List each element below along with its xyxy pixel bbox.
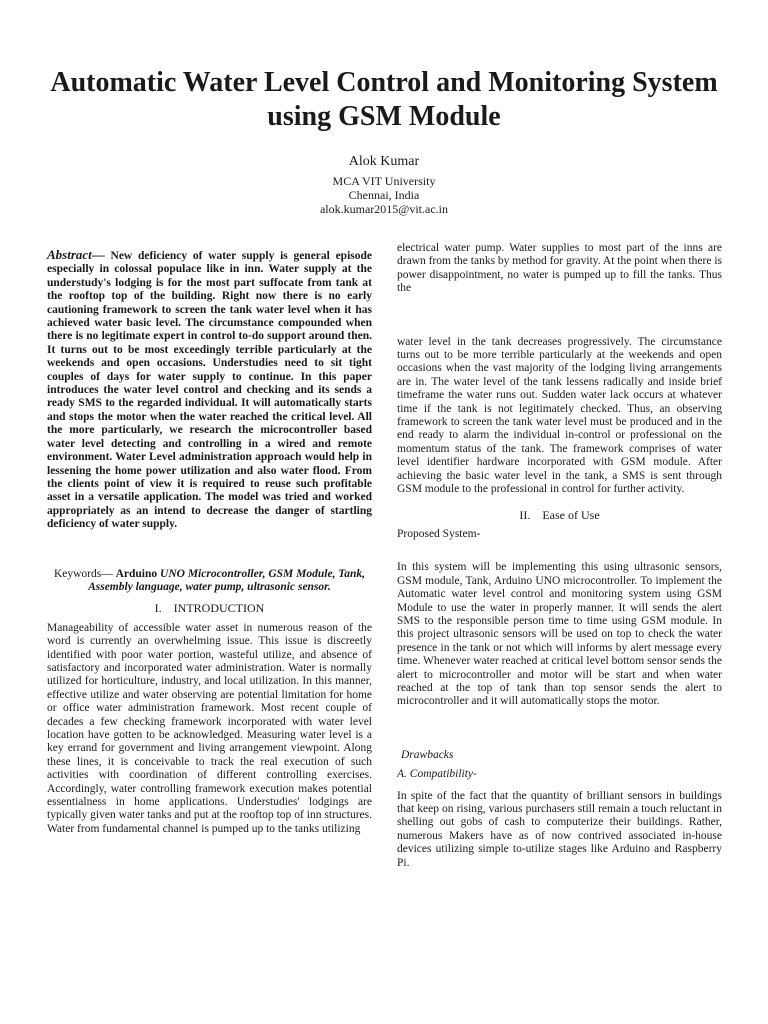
abstract: [47, 248, 372, 532]
left-column: [47, 248, 372, 836]
section-heading-ease-of-use: [397, 509, 722, 522]
right-column: [397, 242, 722, 870]
proposed-system-label: Proposed System-: [397, 527, 481, 540]
author-name: Alok Kumar: [348, 154, 420, 169]
right-para-1: electrical water pump. Water supplies to most part of the inns are drawn from the tanks by method for gravity. At the point when there is power disappointment, no water is pumped up to fill the tanks. Thus the: [397, 242, 723, 295]
section-heading-introduction: [47, 602, 372, 615]
subsection-compatibility: A. Compatibility-: [397, 768, 477, 781]
keywords: [47, 568, 372, 595]
keywords-terms: UNO Microcontroller, GSM Module, Tank, Assembly language, water pump, ultrasonic sensor.: [88, 567, 366, 593]
author-affiliation: MCA VIT University: [332, 174, 436, 188]
abstract-text: New deficiency of water supply is general episode especially in colossal populace like in inn. Water supply at the understudy's lodging is for the most part suffocate from tank at the rooftop top of the building. Right now there is no early cautioning framework to screen the tank water level when it has achieved water basic level. The circumstance compounded when there is no legitimate expert in control to-do support around then. It turns out to be most exceedingly terrible particularly at the weekends and open occasions. Understudies need to sit tight couples of days for water supply to continue. In this paper introduces the water level control and checking and its sends a ready SMS to the regarded individual. It will automatically starts and stops the motor when the water reached the critical level. All the more particularly, we research the microcontroller based water level detecting and controlling in a wired and remote environment. Water Level administration approach would help in lessening the home power utilization and also water flood. From the clients point of view it is required to reuse such profitable asset in a versatile application. The model was tried and worked appropriately as an intend to decrease the danger of startling deficiency of water supply.: [47, 250, 372, 531]
right-para-2: water level in the tank decreases progressively. The circumstance turns out to be more terrible particularly at the weekends and open occasions when the vast majority of the lodging living arrangements are in. The water level of the tank lessens radically and inside brief timeframe the water runs out. Sudden water lack occurs at whatever time if the tank is not legitimately checked. Thus, an observing framework to screen the tank water level must be produced and in the end ready to alarm the individual in-control or professional on the momentum status of the tank. The framework comprises of water level identifier hardware incorporated with GSM module. After achieving the basic water level in the tank, a SMS is sent through GSM module to the professional in control for further activity.: [397, 335, 722, 496]
introduction-text: Manageability of accessible water asset in numerous reason of the word is currently an overwhelming issue. This issue is discreetly identified with poor water portion, wasteful utilize, and absence of satisfactory and incorporated water administration. Water is normally utilized for horticulture, industry, and local utilization. In this manner, effective utilize and water observing are potential limitation for home or office water administration framework. Most recent couple of decades a few checking framework incorporated with water level location have gotten to be acknowledged. Measuring water level is a key errand for government and living arrangement viewpoint. Along these lines, it is conceivable to track the real execution of such activities with coordination of different controlling exercises. Accordingly, water controlling framework execution makes potential essentialness in home applications. Understudies' lodgings are typically given water tanks and put at the rooftop top of inn structures. Water from fundamental channel is pumped up to the tanks utilizing: [47, 621, 372, 835]
section-number: II.: [519, 507, 531, 522]
author-block: [234, 153, 534, 216]
drawbacks-label: Drawbacks: [401, 748, 454, 761]
author-location: Chennai, India: [348, 188, 420, 202]
section-number: I.: [154, 601, 162, 616]
abstract-label: Abstract—: [47, 247, 105, 262]
paper-title: Automatic Water Level Control and Monitoring System using GSM Module: [50, 67, 718, 132]
compatibility-text: In spite of the fact that the quantity of brilliant sensors in buildings that keep on rising, various purchasers still remain a touch reluctant in shelling out gobs of cash to computerize their buildings. Rather, numerous Makers have as of now contrived associated in-house devices utilizing simple to-utilize stages like Arduino and Raspberry Pi.: [397, 789, 722, 869]
keywords-label: Keywords—: [53, 567, 113, 580]
section-title: INTRODUCTION: [173, 601, 265, 616]
section-title: Ease of Use: [542, 507, 600, 522]
author-email: alok.kumar2015@vit.ac.in: [319, 202, 449, 216]
keywords-lead: Arduino: [115, 567, 158, 580]
proposed-system-text: In this system will be implementing this using ultrasonic sensors, GSM module, Tank, Arduino UNO microcontroller. To implement the Automatic water level control and monitoring system using GSM Module to use the water in properly manner. It will sends the alert SMS to the responsible person time to time using GSM module. In this project ultrasonic sensors will be used on top to check the water presence in the tank or not which will informs by alert message every time. Whenever water reached at critical level bottom sensor sends the alert to microcontroller and motor will be start and when water reached at the top of tank than top sensor sends the alert to microcontroller and it will automatically stops the motor.: [397, 561, 722, 708]
